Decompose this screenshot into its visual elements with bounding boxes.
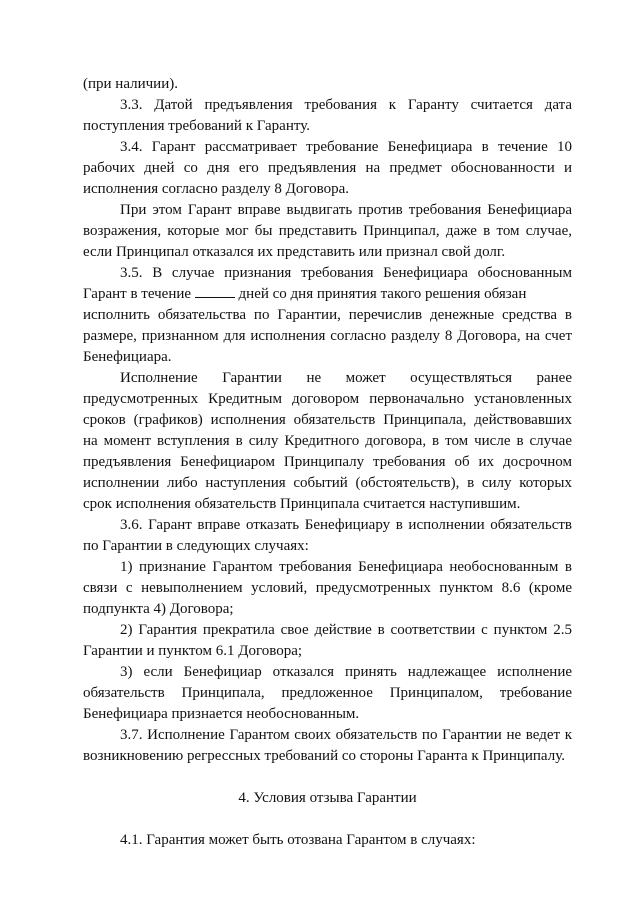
paragraph-3-3-line-2: поступления требований к Гаранту.: [83, 118, 310, 134]
paragraph-3-4-line-1: 3.4. Гарант рассматривает требование Бенефициара в течение 10: [120, 139, 572, 155]
list-item-2-line-2: Гарантии и пунктом 6.1 Договора;: [83, 643, 303, 659]
list-item-1-line-2: связи с невыполнением условий, предусмотренных пунктом 8.6 (кроме: [83, 580, 572, 596]
paragraph-3-5-line-4: размере, признанном для исполнения согласно разделу 8 Договора, на счет: [83, 328, 572, 344]
paragraph-3-5-line-2-start: Гарант в течение: [83, 286, 192, 302]
paragraph-execution-line-2: предусмотренных Кредитным договором первоначально установленных: [83, 391, 572, 407]
paragraph-3-5-line-2: [83, 285, 572, 304]
paragraph-3-4-line-2: рабочих дней со дня его предъявления на предмет обоснованности и: [83, 160, 572, 176]
paragraph-execution-line-7: срок исполнения обязательств Принципала считается наступившим.: [83, 496, 521, 512]
text-line: (при наличии).: [83, 76, 178, 92]
days-blank-field: [195, 285, 235, 298]
paragraph-objections-line-2: возражения, которые мог бы представить Принципал, даже в том случае,: [83, 223, 572, 239]
paragraph-3-5-line-2-end: дней со дня принятия такого решения обязан: [238, 286, 527, 302]
paragraph-3-7-line-1: 3.7. Исполнение Гарантом своих обязательств по Гарантии не ведет к: [120, 727, 572, 743]
list-item-1-line-1: 1) признание Гарантом требования Бенефициара необоснованным в: [120, 559, 572, 575]
paragraph-execution-line-6: исполнении либо наступления событий (обстоятельств), в силу которых: [83, 475, 572, 491]
paragraph-execution-line-3: сроков (графиков) исполнения обязательств Принципала, действовавших: [83, 412, 572, 428]
paragraph-3-7-line-2: возникновению регрессных требований со стороны Гаранта к Принципалу.: [83, 748, 565, 764]
list-item-3-line-1: 3) если Бенефициар отказался принять надлежащее исполнение: [120, 664, 572, 680]
paragraph-objections-line-1: При этом Гарант вправе выдвигать против требования Бенефициара: [120, 202, 572, 218]
list-item-3-line-3: Бенефициара признается необоснованным.: [83, 706, 360, 722]
paragraph-objections-line-3: если Принципал отказался их представить или признал свой долг.: [83, 244, 506, 260]
paragraph-3-6-line-2: по Гарантии в следующих случаях:: [83, 538, 309, 554]
paragraph-execution-line-5: предъявления Бенефициаром Принципалу требования об их досрочном: [83, 454, 572, 470]
list-item-1-line-3: подпункта 4) Договора;: [83, 601, 234, 617]
paragraph-4-1-line-1: 4.1. Гарантия может быть отозвана Гарантом в случаях:: [120, 832, 476, 848]
paragraph-execution-line-4: на момент вступления в силу Кредитного договора, в том числе в случае: [83, 433, 572, 449]
list-item-2-line-1: 2) Гарантия прекратила свое действие в соответствии с пунктом 2.5: [120, 622, 572, 638]
paragraph-3-3-line-1: 3.3. Датой предъявления требования к Гаранту считается дата: [120, 97, 572, 113]
paragraph-3-5-line-1: 3.5. В случае признания требования Бенефициара обоснованным: [120, 265, 572, 281]
paragraph-3-6-line-1: 3.6. Гарант вправе отказать Бенефициару в исполнении обязательств: [120, 517, 572, 533]
section-heading: 4. Условия отзыва Гарантии: [238, 790, 417, 806]
list-item-3-line-2: обязательств Принципала, предложенное Принципалом, требование: [83, 685, 572, 701]
paragraph-3-5-line-3: исполнить обязательства по Гарантии, перечислив денежные средства в: [83, 307, 572, 323]
paragraph-execution-line-1: Исполнение Гарантии не может осуществляться ранее: [120, 370, 572, 386]
paragraph-3-5-line-5: Бенефициара.: [83, 349, 172, 365]
paragraph-3-4-line-3: исполнения согласно разделу 8 Договора.: [83, 181, 350, 197]
